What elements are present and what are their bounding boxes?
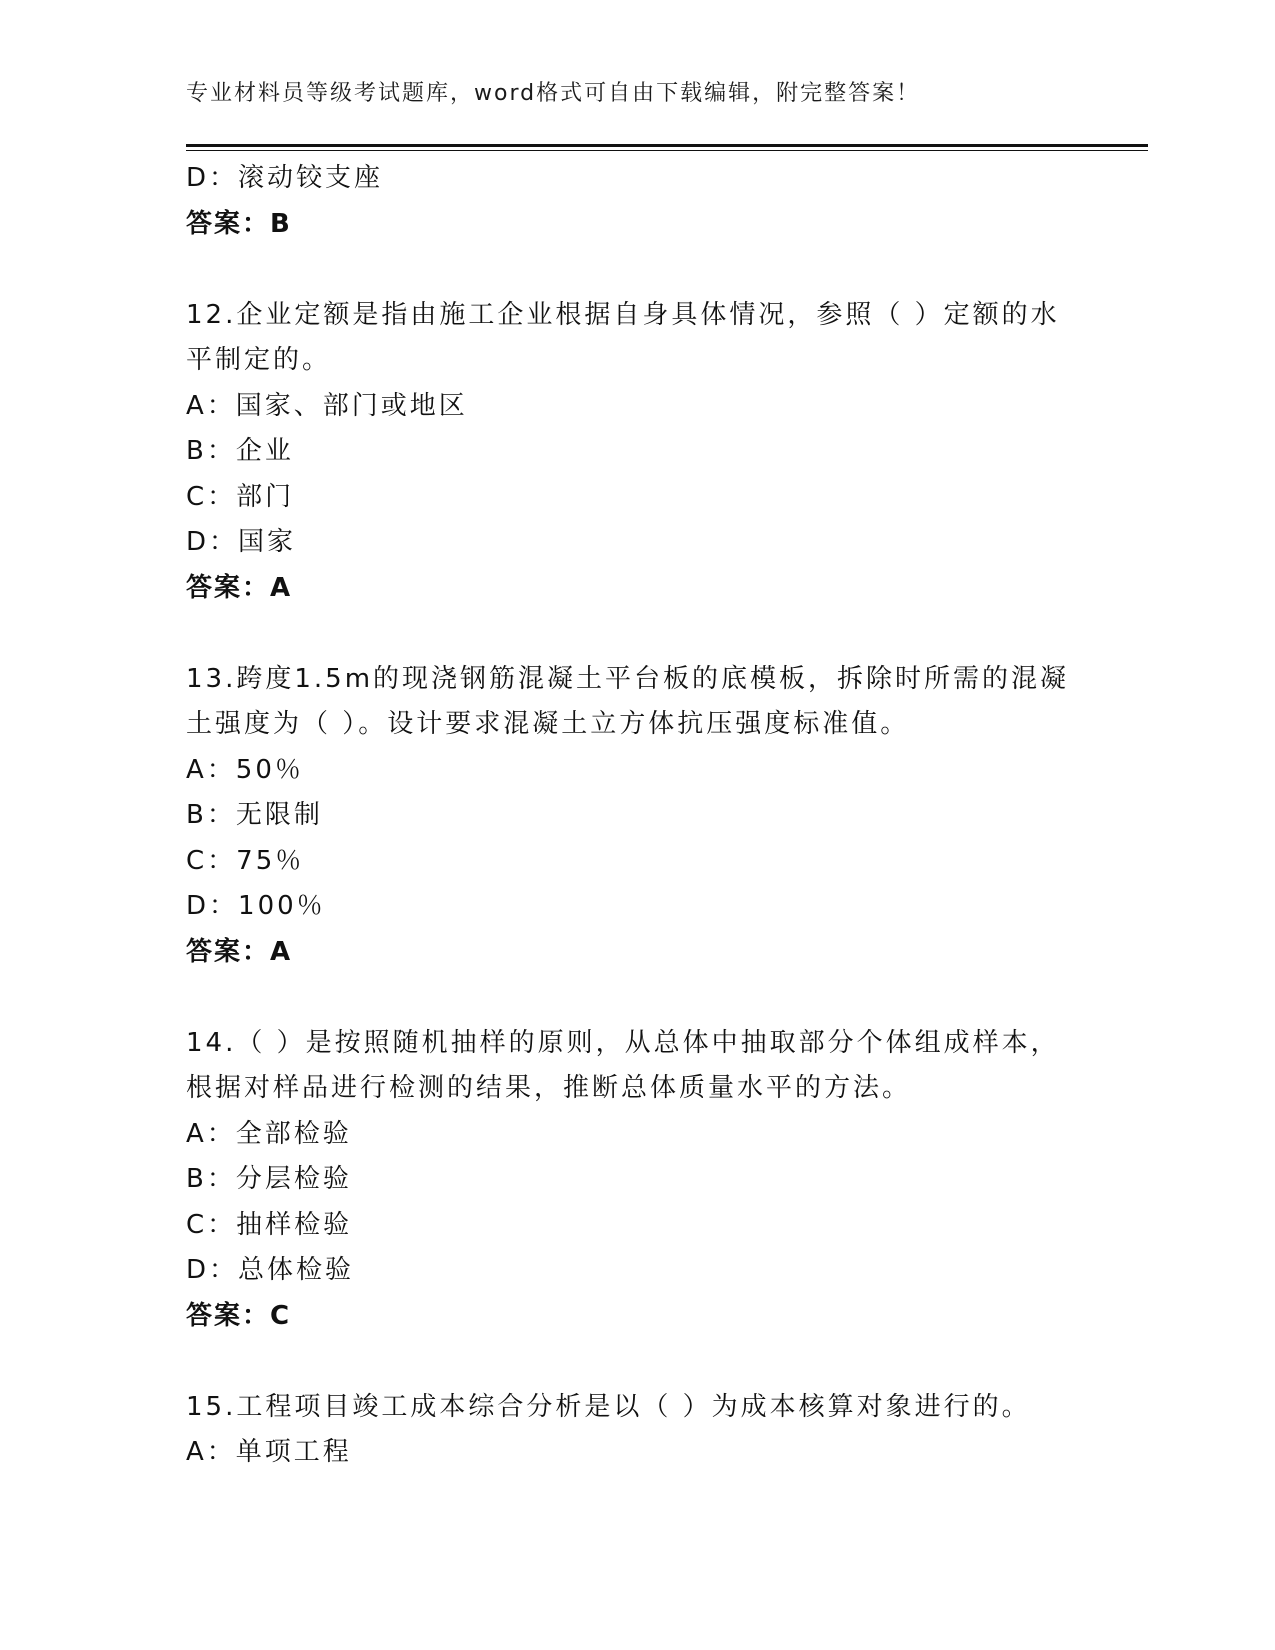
carryover-answer: 答案：B [186, 208, 292, 239]
question-15 [186, 1385, 1086, 1476]
question-12-option-c: C：部门 [186, 481, 295, 512]
question-12 [186, 293, 1086, 612]
question-13-answer: 答案：A [186, 936, 293, 967]
question-13-text-line1: 13.跨度1.5m的现浇钢筋混凝土平台板的底模板，拆除时所需的混凝 [186, 663, 1070, 694]
question-13-text-line2: 土强度为（ ）。设计要求混凝土立方体抗压强度标准值。 [186, 709, 910, 739]
question-14-answer: 答案：C [186, 1300, 292, 1331]
question-12-option-d: D：国家 [186, 527, 297, 557]
page-header: 专业材料员等级考试题库，word格式可自由下载编辑，附完整答案！ [186, 81, 921, 106]
question-13-option-c: C：75％ [186, 845, 305, 876]
carryover-option-d: D：滚动铰支座 [186, 163, 384, 193]
question-13 [186, 657, 1086, 976]
question-13-option-b: B：无限制 [186, 800, 323, 830]
question-14-text-line2: 根据对样品进行检测的结果，推断总体质量水平的方法。 [186, 1073, 912, 1103]
question-12-text-line2: 平制定的。 [186, 345, 332, 375]
question-15-text-line1: 15.工程项目竣工成本综合分析是以（ ）为成本核算对象进行的。 [186, 1391, 1031, 1422]
question-14-text-line1: 14.（ ）是按照随机抽样的原则，从总体中抽取部分个体组成样本， [186, 1027, 1060, 1058]
question-14-option-c: C：抽样检验 [186, 1209, 353, 1240]
question-15-option-a: A：单项工程 [186, 1437, 352, 1467]
question-12-answer: 答案：A [186, 572, 293, 603]
question-14-option-b: B：分层检验 [186, 1164, 352, 1194]
question-14-option-d: D：总体检验 [186, 1255, 355, 1285]
question-13-option-d: D：100％ [186, 891, 326, 921]
question-content [186, 156, 1086, 1476]
header-divider-thin [186, 150, 1148, 151]
question-12-option-a: A：国家、部门或地区 [186, 390, 468, 421]
question-14-option-a: A：全部检验 [186, 1118, 352, 1149]
question-12-text-line1: 12.企业定额是指由施工企业根据自身具体情况，参照（ ）定额的水 [186, 299, 1060, 330]
question-13-option-a: A：50％ [186, 754, 304, 785]
question-14 [186, 1021, 1086, 1340]
question-12-option-b: B：企业 [186, 436, 294, 466]
header-divider-thick [186, 144, 1148, 147]
